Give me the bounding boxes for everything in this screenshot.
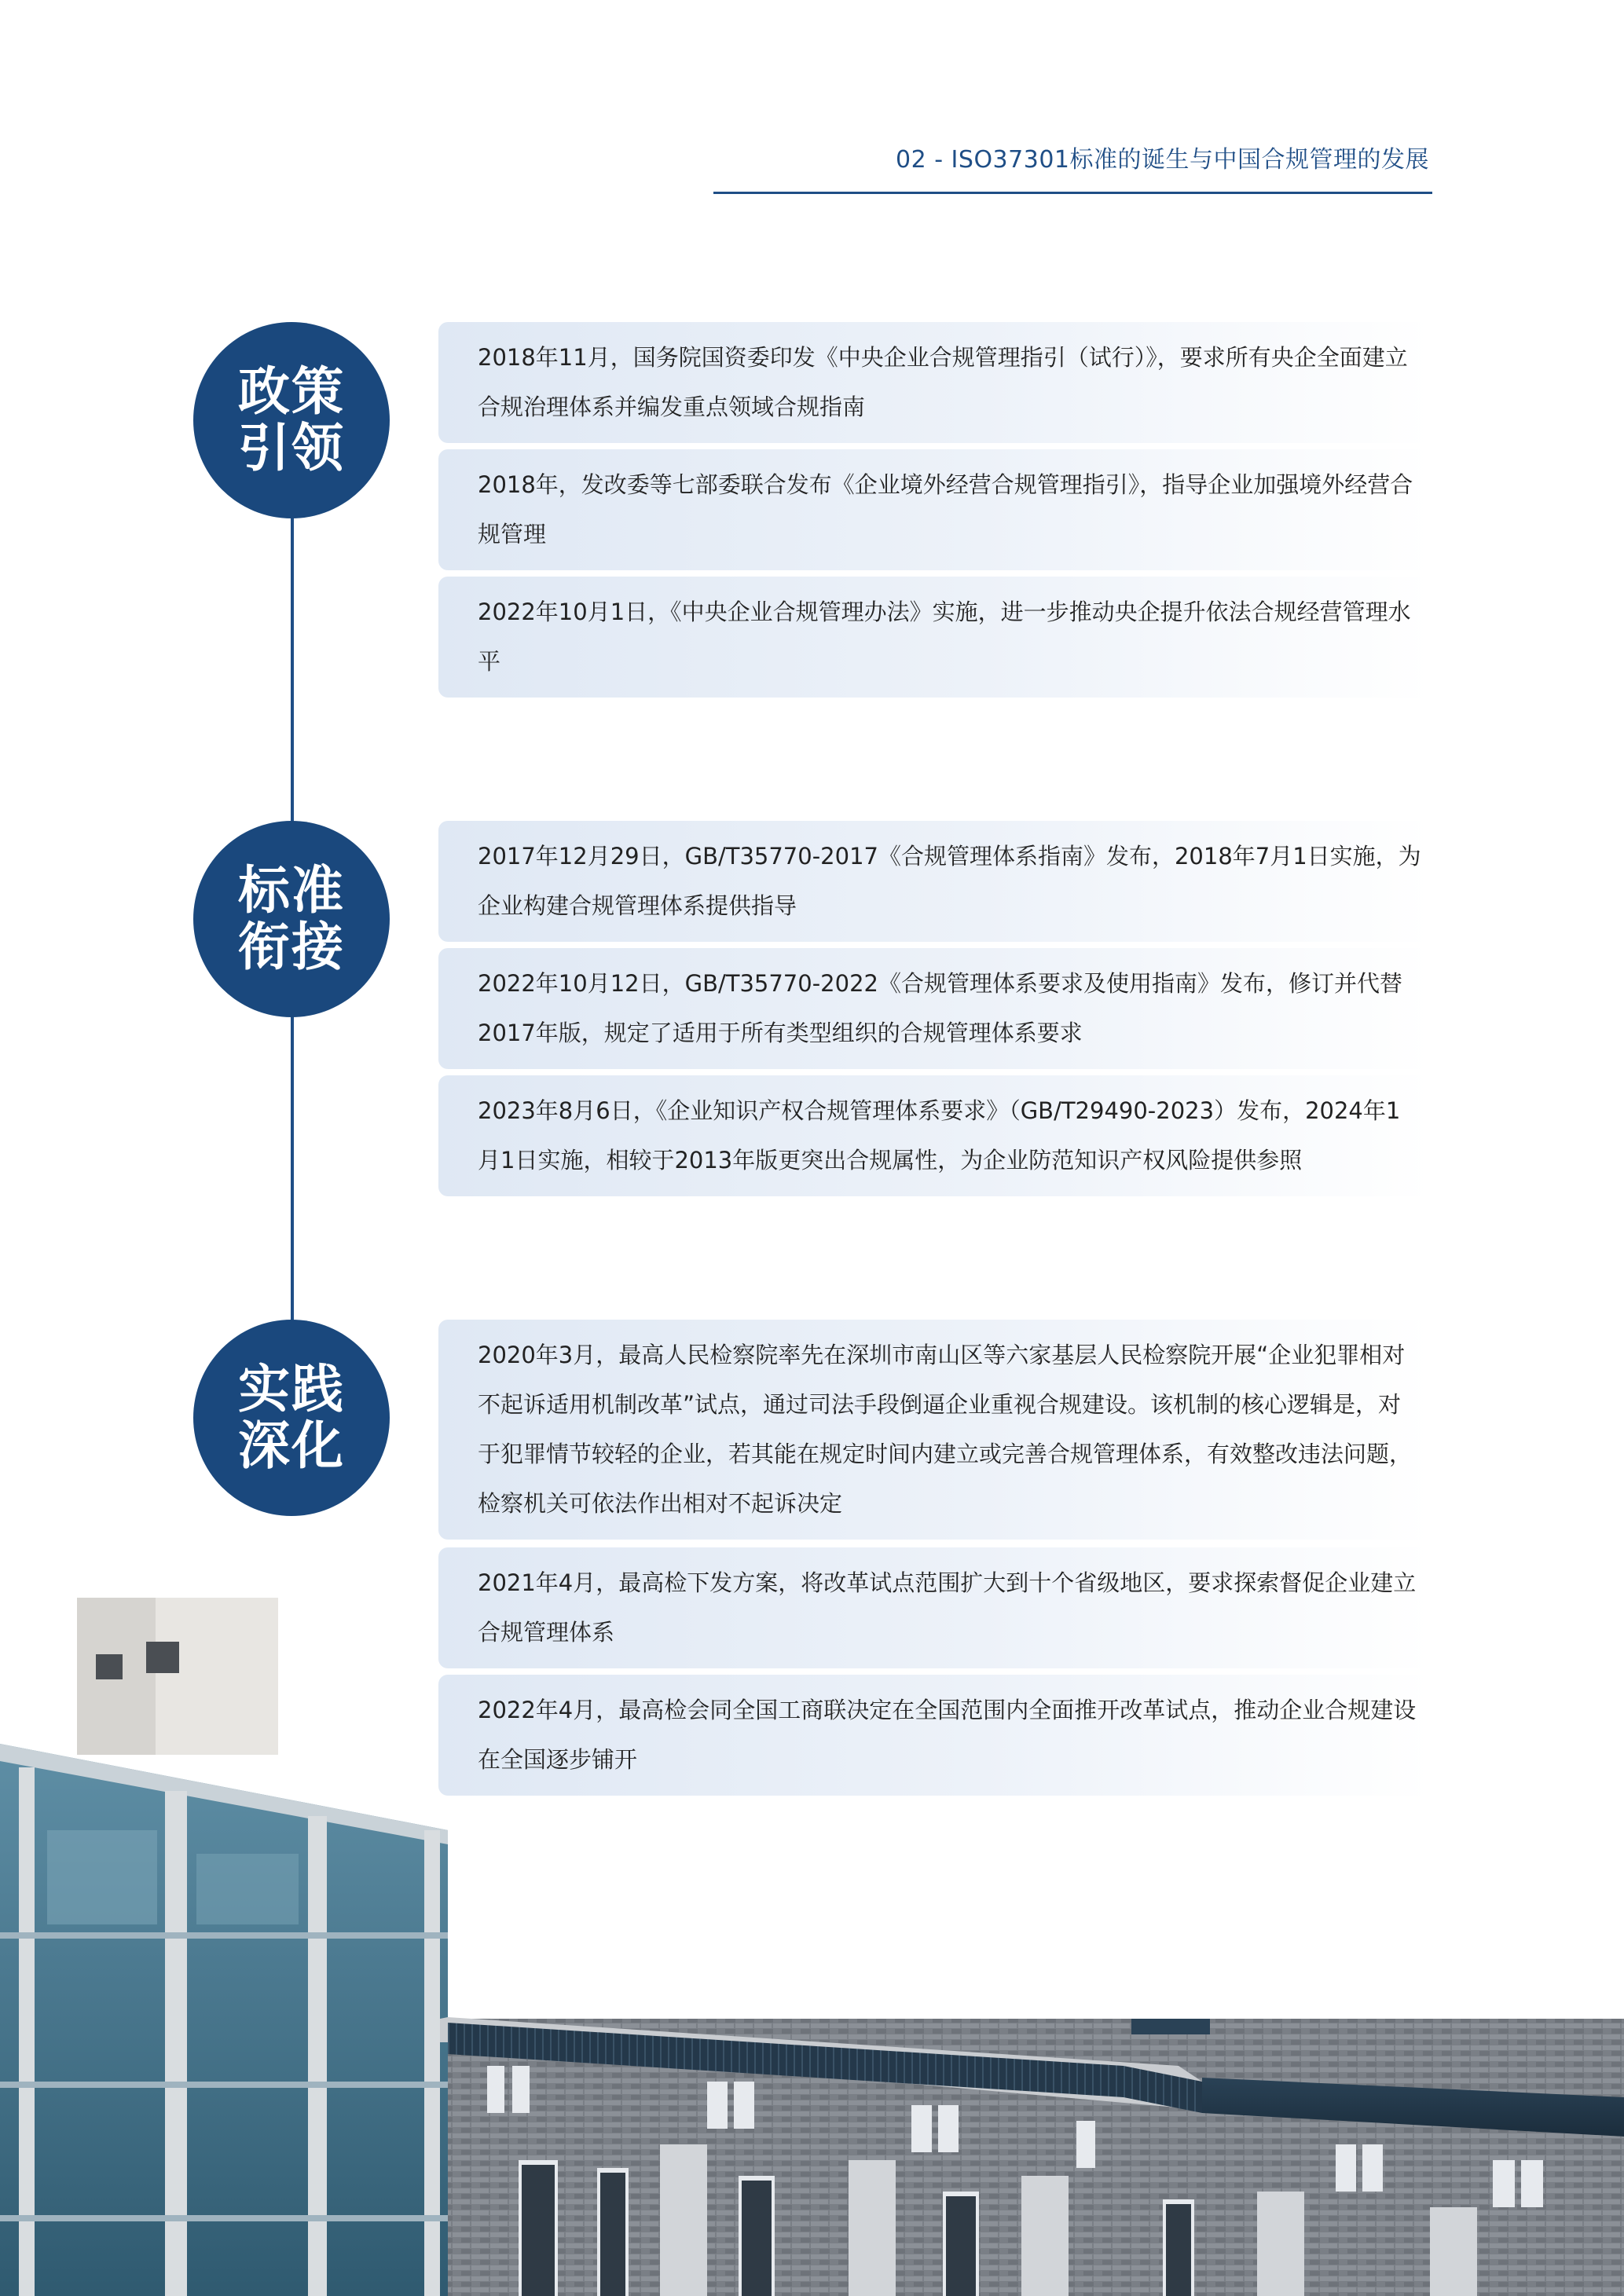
header-title: 02 - ISO37301标准的诞生与中国合规管理的发展 xyxy=(895,146,1429,174)
section-label-line1: 政策 xyxy=(238,361,345,422)
timeline-item: 2017年12月29日，GB/T35770-2017《合规管理体系指南》发布，2018年7月1日实施，为企业构建合规管理体系提供指导 xyxy=(438,821,1430,942)
section-label-line1: 实践 xyxy=(238,1359,345,1419)
timeline-item: 2022年4月，最高检会同全国工商联决定在全国范围内全面推开改革试点，推动企业合规建设在全国逐步铺开 xyxy=(438,1675,1430,1796)
timeline-item: 2018年11月，国务院国资委印发《中央企业合规管理指引（试行）》，要求所有央企全面建立合规治理体系并编发重点领域合规指南 xyxy=(438,322,1430,443)
page-header xyxy=(713,135,1432,194)
section-label-line2: 衔接 xyxy=(238,917,345,977)
timeline-item: 2022年10月12日，GB/T35770-2022《合规管理体系要求及使用指南》发布，修订并代替2017年版，规定了适用于所有类型组织的合规管理体系要求 xyxy=(438,948,1430,1069)
section-circle-practice xyxy=(193,1320,390,1516)
section-circle-policy xyxy=(193,322,390,518)
timeline-item: 2020年3月，最高人民检察院率先在深圳市南山区等六家基层人民检察院开展“企业犯罪相对不起诉适用机制改革”试点，通过司法手段倒逼企业重视合规建设。该机制的核心逻辑是，对于犯罪情节较轻的企业，若其能在规定时间内建立或完善合规管理体系，有效整改违法问题，检察机关可依法作出相对不起诉决定 xyxy=(438,1320,1430,1540)
section-label-line1: 标准 xyxy=(238,860,345,921)
timeline-item: 2023年8月6日，《企业知识产权合规管理体系要求》（GB/T29490-2023）发布，2024年1月1日实施，相较于2013年版更突出合规属性，为企业防范知识产权风险提供参照 xyxy=(438,1075,1430,1196)
section-circle-standard xyxy=(193,821,390,1017)
timeline-item: 2022年10月1日，《中央企业合规管理办法》实施，进一步推动央企提升依法合规经营管理水平 xyxy=(438,577,1430,698)
timeline-item: 2021年4月，最高检下发方案，将改革试点范围扩大到十个省级地区，要求探索督促企业建立合规管理体系 xyxy=(438,1547,1430,1668)
section-label-line2: 深化 xyxy=(238,1415,345,1476)
section-label-line2: 引领 xyxy=(238,418,345,478)
timeline-item: 2018年，发改委等七部委联合发布《企业境外经营合规管理指引》，指导企业加强境外经营合规管理 xyxy=(438,449,1430,570)
building-photo xyxy=(0,1595,1624,2296)
